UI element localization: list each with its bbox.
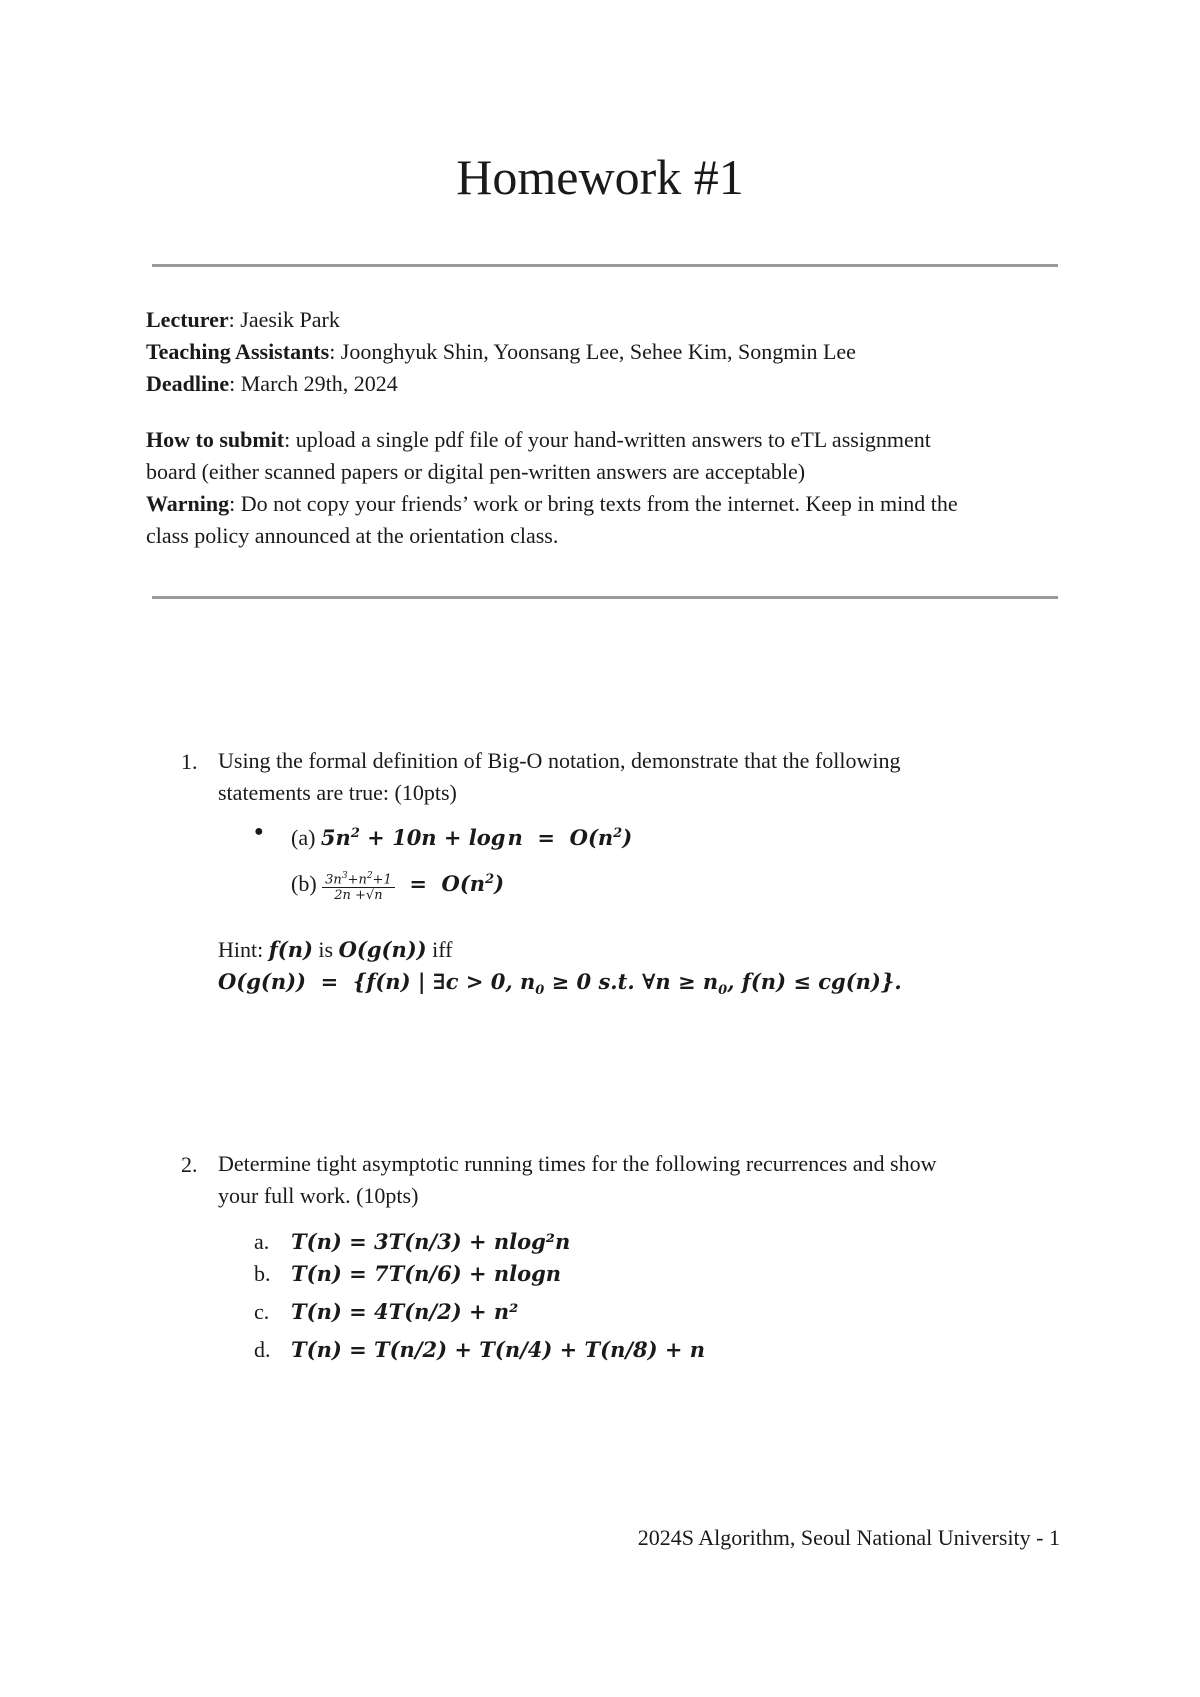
submit-text-1: : upload a single pdf file of your hand-written answers to eTL assignment — [284, 427, 931, 452]
question-1-line-1: Using the formal definition of Big-O notation, demonstrate that the following — [218, 748, 901, 773]
lecturer-label: Lecturer — [146, 307, 229, 332]
recurrence-b: T(n) = 7T(n/6) + nlogn — [291, 1261, 562, 1286]
lecturer-line — [146, 304, 340, 336]
part-a-label: (a) — [291, 825, 321, 850]
question-1-line-2: statements are true: (10pts) — [218, 780, 457, 805]
recurrence-c: T(n) = 4T(n/2) + n² — [291, 1299, 519, 1324]
lecturer-value: : Jaesik Park — [228, 307, 340, 332]
recurrence-d-label: d. — [254, 1337, 271, 1362]
page-footer: 2024S Algorithm, Seoul National University - 1 — [637, 1525, 1060, 1550]
part-b — [291, 864, 504, 903]
warning-text-1: : Do not copy your friends’ work or bring texts from the internet. Keep in mind the — [229, 491, 958, 516]
recurrence-c-label: c. — [254, 1299, 270, 1324]
hint-definition: O(g(n)) = {f(n) | ∃c > 0, $n_0 \ge 0$ s.t. ∀n ≥ $n_0$, f(n) ≤ cg(n)}. — [218, 969, 902, 999]
part-a — [291, 818, 632, 854]
ta-line — [146, 336, 856, 368]
recurrence-a: T(n) = 3T(n/3) + nlog²n — [291, 1229, 571, 1254]
question-2-line-1: Determine tight asymptotic running times for the following recurrences and show — [218, 1151, 937, 1176]
top-divider — [152, 264, 1058, 267]
hint-f: f(n) — [268, 937, 313, 962]
hint-line-2 — [218, 966, 902, 1007]
hint-is: is — [312, 937, 339, 962]
hint-line-1 — [218, 934, 452, 966]
submit-line-2: board (either scanned papers or digital pen-written answers are acceptable) — [146, 459, 806, 484]
hint-og: O(g(n)) — [338, 937, 427, 962]
question-2-line-2: your full work. (10pts) — [218, 1183, 419, 1208]
submit-label: How to submit — [146, 427, 285, 452]
warning-label: Warning — [146, 491, 230, 516]
bottom-divider — [152, 596, 1058, 599]
deadline-value: : March 29th, 2024 — [229, 371, 398, 396]
recurrence-b-label: b. — [254, 1261, 271, 1286]
part-b-expression: = $O(n^2)$ — [394, 871, 505, 896]
hint-label: Hint: — [218, 937, 269, 962]
question-1-number: 1. — [181, 749, 198, 774]
recurrence-d: T(n) = T(n/2) + T(n/4) + T(n/8) + n — [291, 1337, 706, 1362]
warning-line-1 — [146, 488, 958, 520]
part-a-expression: $5n^2 + 10n + \log$ $n = O(n^2)$ — [320, 825, 633, 850]
page-title: Homework #1 — [456, 149, 744, 205]
deadline-line — [146, 368, 398, 400]
submit-line-1 — [146, 424, 931, 456]
part-b-label: (b) — [291, 871, 323, 896]
deadline-label: Deadline — [146, 371, 230, 396]
ta-value: : Joonghyuk Shin, Yoonsang Lee, Sehee Kim, Songmin Lee — [329, 339, 856, 364]
ta-label: Teaching Assistants — [146, 339, 330, 364]
hint-iff: iff — [426, 937, 453, 962]
part-b-fraction: $\frac{3n^3+n^2+1}{2n +√n}$ — [322, 869, 395, 903]
bullet-icon: ● — [254, 823, 264, 840]
recurrence-a-label: a. — [254, 1229, 270, 1254]
warning-line-2: class policy announced at the orientation class. — [146, 523, 559, 548]
question-2-number: 2. — [181, 1152, 198, 1177]
